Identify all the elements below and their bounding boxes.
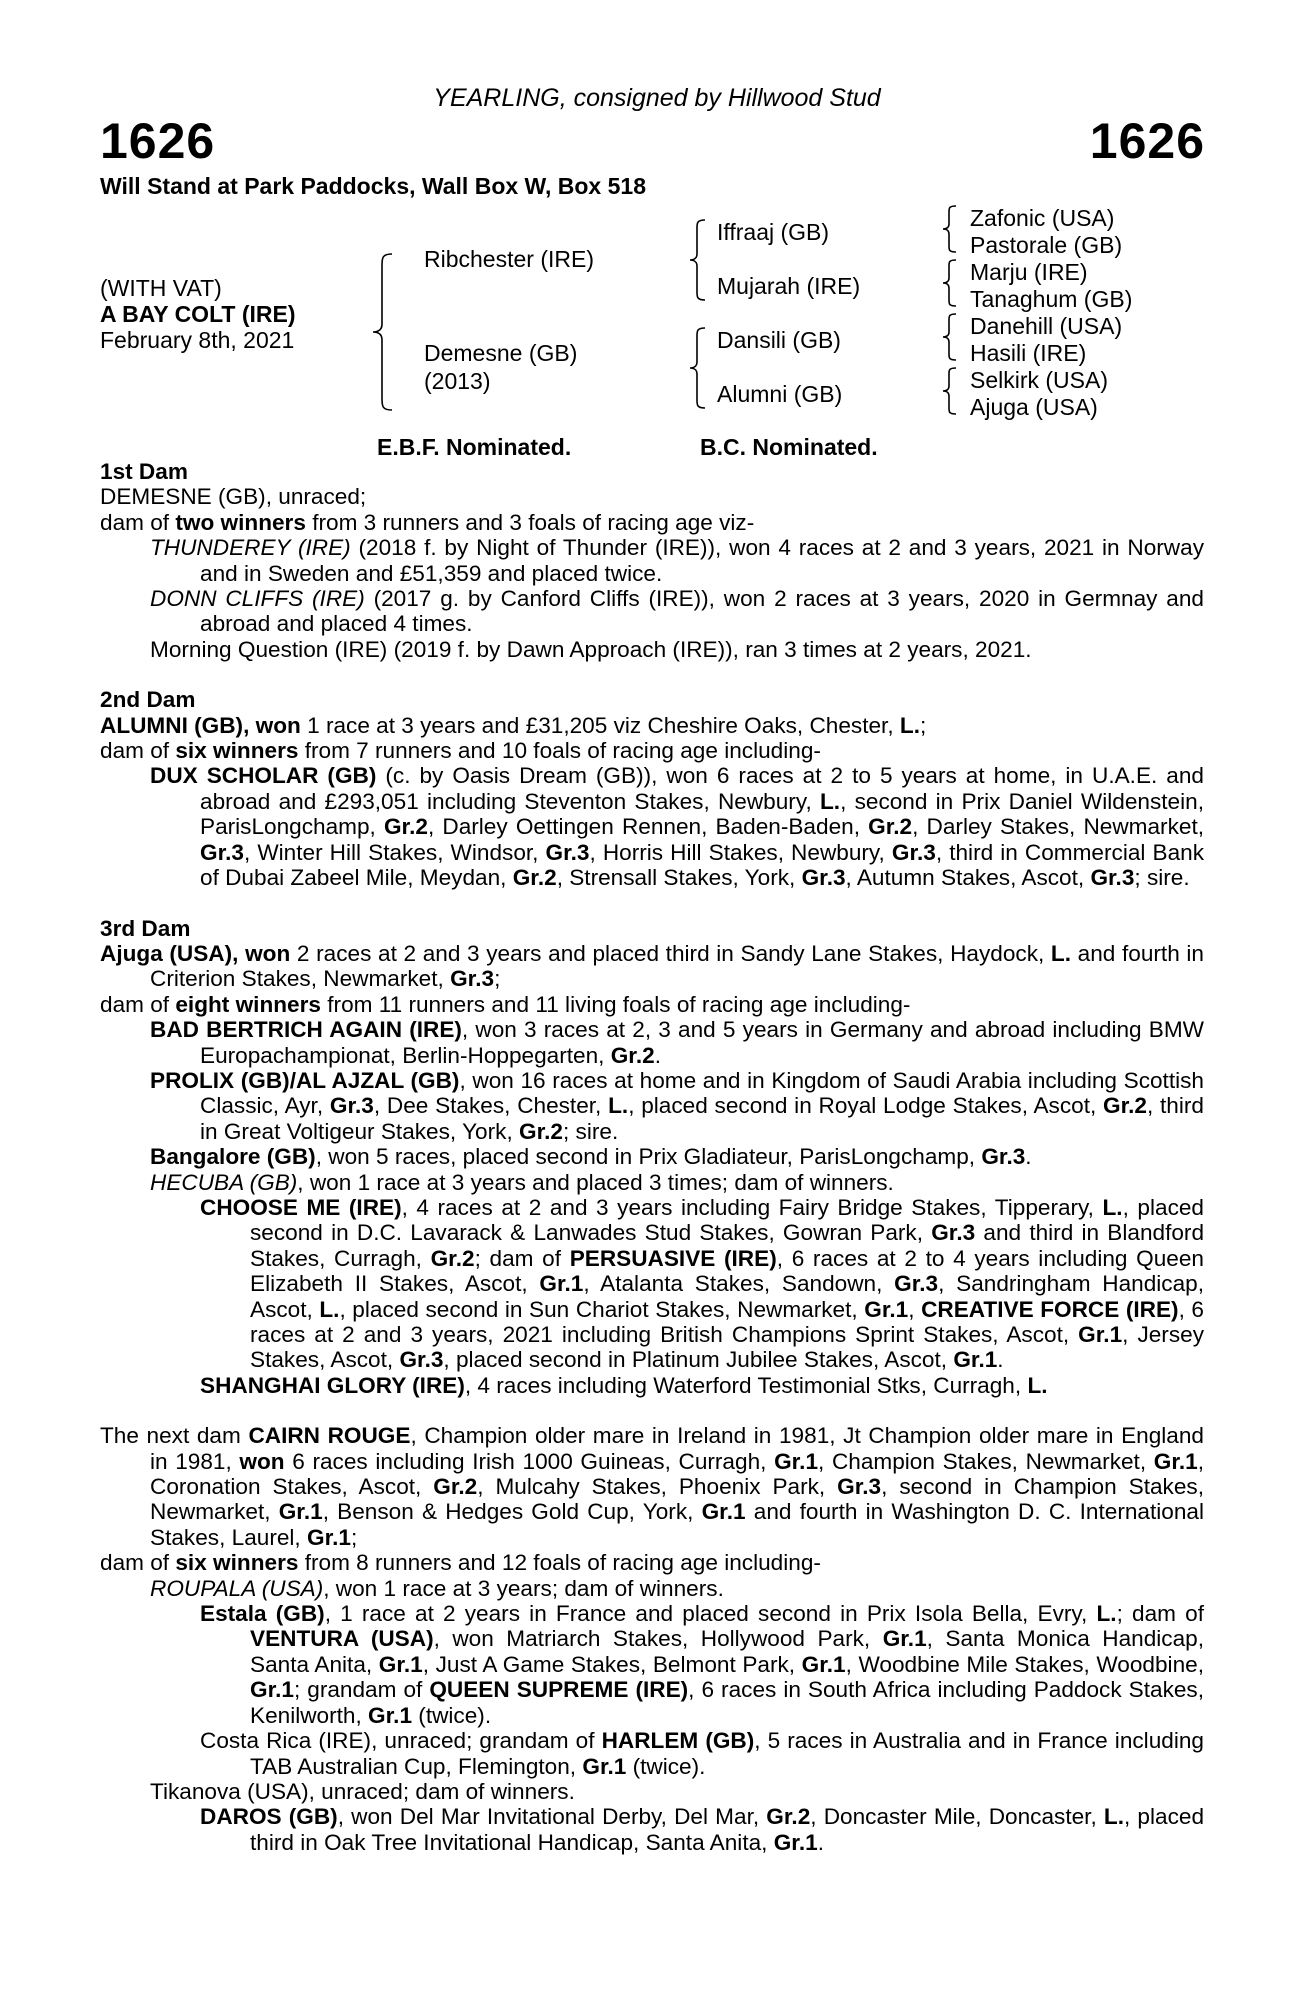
produce-daros: DAROS (GB), won Del Mar Invitational Derby, Del Mar, Gr.2, Doncaster Mile, Doncaster, L., placed third in Oak Tree Invitational Handicap, Santa Anita, Gr.1. [200,1804,1205,1855]
lot-number-left: 1626 [100,113,216,169]
produce-choose-me: CHOOSE ME (IRE), 4 races at 2 and 3 years including Fairy Bridge Stakes, Tipperary, L., placed second in D.C. Lavarack & Lanwades Stud Stakes, Gowran Park, Gr.3 and third in Blandford Stakes, Curragh, Gr.2; dam of PERSUASIVE (IRE), 6 races at 2 to 4 years including Queen Elizabeth II Stakes, Ascot, Gr.1, Atalanta Stakes, Sandown, Gr.3, Sandringham Handicap, Ascot, L., placed second in Sun Chariot Stakes, Newmarket, Gr.1, CREATIVE FORCE (IRE), 6 races at 2 and 3 years, 2021 including British Champions Sprint Stakes, Ascot, Gr.1, Jersey Stakes, Ascot, Gr.3, placed second in Platinum Jubilee Stakes, Ascot, Gr.1. [200,1194,1205,1373]
third-dam-heading: 3rd Dam [100,915,191,941]
dam-year: (2013) [424,368,491,394]
brace-subject [370,252,394,412]
subject-horse: A BAY COLT (IRE) [100,301,296,327]
grandsire-5: Danehill (USA) [970,313,1123,339]
first-dam-line: DEMESNE (GB), unraced; [100,484,367,510]
third-dam-line: Ajuga (USA), won 2 races at 2 and 3 years and placed third in Sandy Lane Stakes, Haydock, L. and fourth in Criterion Stakes, Newmarket, Gr.3; [100,940,1204,992]
produce-hecuba: HECUBA (GB), won 1 race at 3 years and placed 3 times; dam of winners. [150,1169,894,1195]
sire: Ribchester (IRE) [424,246,594,272]
brace-g12 [940,204,958,254]
produce-thunderey: THUNDEREY (IRE) (2018 f. by Night of Thunder (IRE)), won 4 races at 2 and 3 years, 2021 in Norway and in Sweden and £51,359 and placed twice. [150,535,1204,586]
sire-sire: Iffraaj (GB) [717,219,830,245]
foaling-date: February 8th, 2021 [100,327,295,353]
dam: Demesne (GB) [424,340,578,366]
first-dam-heading: 1st Dam [100,459,188,484]
produce-donn-cliffs: DONN CLIFFS (IRE) (2017 g. by Canford Cliffs (IRE)), won 2 races at 3 years, 2020 in Germnay and abroad and placed 4 times. [150,586,1204,637]
produce-tikanova: Tikanova (USA), unraced; dam of winners. [150,1778,575,1804]
second-dam-line: ALUMNI (GB), won 1 race at 3 years and £31,205 viz Cheshire Oaks, Chester, L.; [100,712,927,738]
first-dam-dam-of: dam of two winners from 3 runners and 3 foals of racing age viz- [100,509,755,535]
produce-dux-scholar: DUX SCHOLAR (GB) (c. by Oasis Dream (GB)), won 6 races at 2 to 5 years at home, in U.A.E. and abroad and £293,051 including Steventon Stakes, Newbury, L., second in Prix Daniel Wildenstein, ParisLongchamp, Gr.2, Darley Oettingen Rennen, Baden-Baden, Gr.2, Darley Stakes, Newmarket, Gr.3, Winter Hill Stakes, Windsor, Gr.3, Horris Hill Stakes, Newbury, Gr.3, third in Commercial Bank of Dubai Zabeel Mile, Meydan, Gr.2, Strensall Stakes, York, Gr.3, Autumn Stakes, Ascot, Gr.3; sire. [150,763,1204,891]
dam-sire: Dansili (GB) [717,327,841,353]
grandsire-3: Marju (IRE) [970,259,1088,285]
vat-note: (WITH VAT) [100,275,222,301]
third-dam-dam-of: dam of eight winners from 11 runners and 11 living foals of racing age including- [100,991,911,1017]
second-dam-heading: 2nd Dam [100,687,196,713]
ebf-nominated: E.B.F. Nominated. [377,434,572,460]
brace-dam [687,326,707,410]
grandsire-8: Ajuga (USA) [970,394,1098,420]
produce-prolix: PROLIX (GB)/AL AJZAL (GB), won 16 races at home and in Kingdom of Saudi Arabia including Scottish Classic, Ayr, Gr.3, Dee Stakes, Chester, L., placed second in Royal Lodge Stakes, Ascot, Gr.2, third in Great Voltigeur Stakes, York, Gr.2; sire. [150,1067,1204,1144]
stand-location: Will Stand at Park Paddocks, Wall Box W, Box 518 [100,173,646,199]
produce-costa-rica: Costa Rica (IRE), unraced; grandam of HARLEM (GB), 5 races in Australia and in France including TAB Australian Cup, Flemington, Gr.1 (twice). [200,1728,1204,1779]
produce-estala: Estala (GB), 1 race at 2 years in France and placed second in Prix Isola Bella, Evry, L.; dam of VENTURA (USA), won Matriarch Stakes, Hollywood Park, Gr.1, Santa Monica Handicap, Santa Anita, Gr.1, Just A Game Stakes, Belmont Park, Gr.1, Woodbine Mile Stakes, Woodbine, Gr.1; grandam of QUEEN SUPREME (IRE), 6 races in South Africa including Paddock Stakes, Kenilworth, Gr.1 (twice). [200,1601,1205,1728]
consignor-line: YEARLING, consigned by Hillwood Stud [433,84,881,112]
dam-dam: Alumni (GB) [717,381,843,407]
brace-g56 [940,312,958,362]
produce-shanghai-glory: SHANGHAI GLORY (IRE), 4 races including Waterford Testimonial Stks, Curragh, L. [200,1372,1048,1398]
grandsire-1: Zafonic (USA) [970,205,1115,231]
second-dam-dam-of: dam of six winners from 7 runners and 10 foals of racing age including- [100,738,821,764]
brace-g34 [940,258,958,308]
bc-nominated: B.C. Nominated. [700,434,878,460]
grandsire-2: Pastorale (GB) [970,232,1123,258]
next-dam-dam-of: dam of six winners from 8 runners and 12 foals of racing age including- [100,1550,821,1576]
grandsire-6: Hasili (IRE) [970,340,1087,366]
brace-sire [687,218,707,302]
grandsire-4: Tanaghum (GB) [970,286,1133,312]
grandsire-7: Selkirk (USA) [970,367,1109,393]
produce-bangalore: Bangalore (GB), won 5 races, placed second in Prix Gladiateur, ParisLongchamp, Gr.3. [150,1144,1032,1170]
next-dam-line: The next dam CAIRN ROUGE, Champion older mare in Ireland in 1981, Jt Champion older mare in England in 1981, won 6 races including Irish 1000 Guineas, Curragh, Gr.1, Champion Stakes, Newmarket, Gr.1, Coronation Stakes, Ascot, Gr.2, Mulcahy Stakes, Phoenix Park, Gr.3, second in Champion Stakes, Newmarket, Gr.1, Benson & Hedges Gold Cup, York, Gr.1 and fourth in Washington D. C. International Stakes, Laurel, Gr.1; [100,1423,1205,1550]
produce-record [100,459,1204,1855]
sire-dam: Mujarah (IRE) [717,273,861,299]
brace-g78 [940,366,958,416]
produce-bad-bertrich-again: BAD BERTRICH AGAIN (IRE), won 3 races at 2, 3 and 5 years in Germany and abroad including BMW Europachampionat, Berlin-Hoppegarten, Gr.2. [150,1017,1204,1068]
lot-number-right: 1626 [1089,113,1205,169]
produce-morning-question: Morning Question (IRE) (2019 f. by Dawn Approach (IRE)), ran 3 times at 2 years, 2021. [150,636,1032,662]
produce-roupala: ROUPALA (USA), won 1 race at 3 years; dam of winners. [150,1575,724,1601]
